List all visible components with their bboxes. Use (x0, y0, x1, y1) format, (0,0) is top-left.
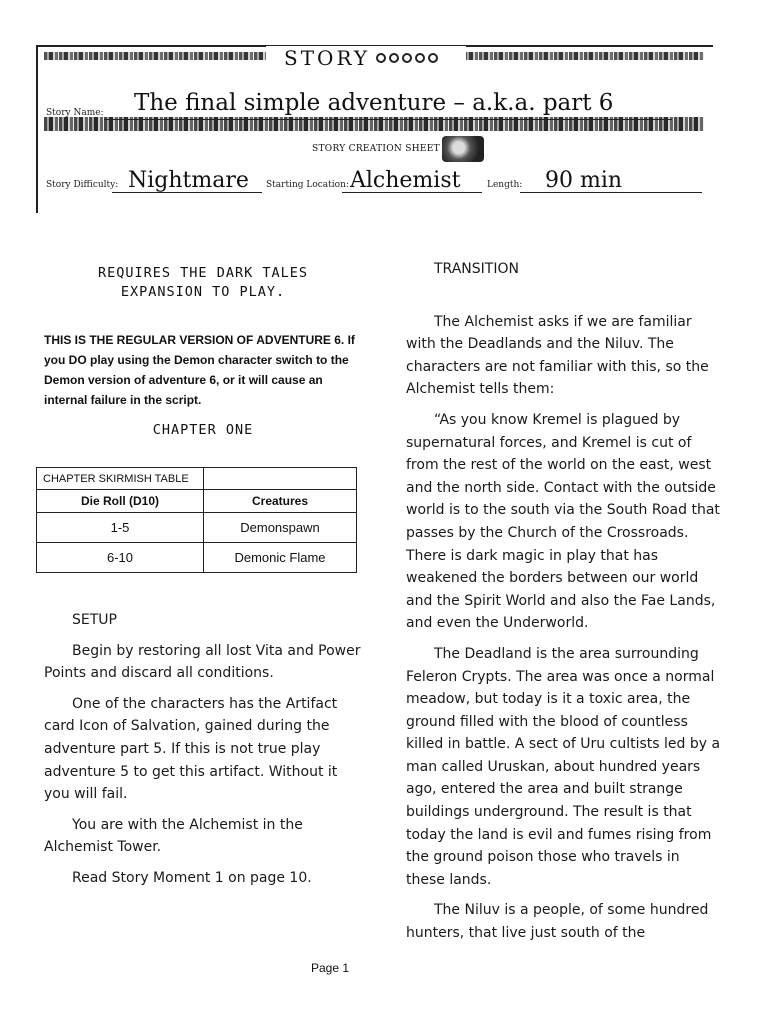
story-banner-label: STORY (284, 46, 371, 70)
transition-paragraph: The Niluv is a people, of some hundred hunters, that live just south of the (406, 902, 709, 942)
skirmish-table (36, 467, 357, 573)
length-value: 90 min (545, 168, 623, 193)
cell-creature: Demonic Flame (204, 543, 357, 573)
requires-line-1: REQUIRES THE DARK TALES (98, 265, 308, 281)
setup-paragraph: You are with the Alchemist in the Alchemist Tower. (44, 816, 303, 856)
story-name-value: The final simple adventure – a.k.a. part 6 (134, 90, 614, 116)
table-row (37, 543, 357, 573)
column-header-creatures: Creatures (204, 490, 357, 513)
setup-heading: SETUP (72, 612, 117, 628)
cell-die-roll: 1-5 (37, 513, 204, 543)
setup-paragraph: Begin by restoring all lost Vita and Power Points and discard all conditions. (44, 642, 361, 682)
length-label: Length: (487, 180, 523, 190)
requires-line-2: EXPANSION TO PLAY. (120, 284, 286, 300)
regular-version-note: THIS IS THE REGULAR VERSION OF ADVENTURE 6. If you DO play using the Demon character switch to the Demon version of adventure 6, or it will cause an internal failure in the script. (44, 333, 355, 407)
page-number: Page 1 (311, 961, 350, 975)
location-label: Starting Location: (266, 180, 349, 190)
difficulty-value: Nightmare (128, 168, 249, 193)
story-name-label: Story Name: (46, 108, 104, 118)
transition-heading: TRANSITION (434, 261, 519, 277)
skirmish-table-caption: CHAPTER SKIRMISH TABLE (37, 468, 204, 490)
story-banner (266, 46, 466, 70)
setup-paragraph: Read Story Moment 1 on page 10. (72, 869, 312, 886)
location-value: Alchemist (350, 168, 461, 193)
header-frame-left (36, 45, 38, 213)
transition-paragraph: The Deadland is the area surrounding Feleron Crypts. The area was once a normal meadow, but today is it a toxic area, the ground filled with the blood of countless killed in battle. A sect of Uru cultists led by a man called Uruskan, about hundred years ago, entered the area and built strange buildings underground. The result is that today the land is evil and fumes rising from the ground poison those who travels in these lands. (406, 645, 721, 888)
cell-die-roll: 6-10 (37, 543, 204, 573)
cell-creature: Demonspawn (204, 513, 357, 543)
chapter-heading: CHAPTER ONE (152, 422, 254, 438)
column-header-die-roll: Die Roll (D10) (37, 490, 204, 513)
setup-section (44, 609, 362, 890)
difficulty-label: Story Difficulty: (46, 180, 119, 190)
requires-heading (44, 265, 362, 300)
setup-paragraph: One of the characters has the Artifact card Icon of Salvation, gained during the adventure part 5. If this is not true play adventure 5 to get this artifact. Without it you will fail. (44, 695, 338, 803)
story-name-underline (104, 119, 672, 120)
story-dots-icon (376, 53, 438, 63)
creation-sheet-label: STORY CREATION SHEET (312, 144, 440, 154)
transition-paragraph: The Alchemist asks if we are familiar with the Deadlands and the Niluv. The characters are not familiar with this, so the Alchemist tells them: (406, 313, 709, 398)
table-row (37, 513, 357, 543)
transition-paragraph: “As you know Kremel is plagued by supernatural forces, and Kremel is cut of from the rest of the world on the east, west and the north side. Contact with the outside world is to the south via the South Road that passes by the Church of the Crossroads. There is dark magic in play that has weakened the borders between our world and the Spirit World and also the Fae Lands, and even the Underworld. (406, 411, 720, 632)
game-logo-icon (442, 136, 484, 162)
transition-section (406, 258, 722, 945)
